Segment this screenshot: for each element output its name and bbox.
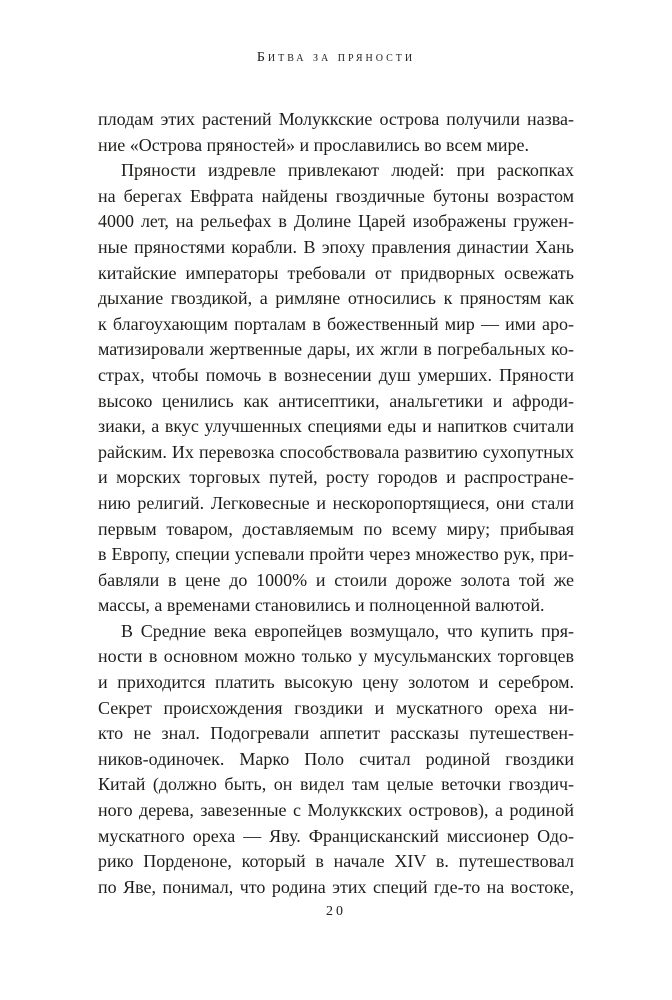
page-number: 20 [326, 904, 346, 919]
text-line: страх, чтобы помочь в вознесении душ умерших. Пряности [98, 364, 574, 385]
text-line: рико Порденоне, который в начале XIV в. путешествовал [98, 851, 574, 872]
text-line: Секрет происхождения гвоздики и мускатного ореха ни- [98, 697, 574, 718]
text-line: ного дерева, завезенные с Молуккских островов), а родиной [98, 800, 574, 821]
text-line: и приходится платить высокую цену золотом и серебром. [98, 672, 574, 693]
text-line: В Средние века европейцев возмущало, что купить пря- [121, 620, 574, 641]
text-line: ников-одиночек. Марко Поло считал родиной гвоздики [98, 748, 574, 769]
text-line: 4000 лет, на рельефах в Долине Царей изображены гружен- [98, 211, 574, 232]
text-line: ности в основном можно только у мусульманских торговцев [98, 646, 574, 667]
text-line: ные пряностями корабли. В эпоху правления династии Хань [98, 236, 574, 257]
text-line: первым товаром, доставляемым по всему миру; прибывая [98, 518, 574, 539]
text-line: в Европу, специи успевали пройти через множество рук, при- [98, 544, 574, 565]
text-line: к благоухающим порталам в божественный мир — ими аро- [98, 313, 574, 334]
text-line: на берегах Евфрата найдены гвоздичные бутоны возрастом [98, 185, 574, 206]
text-line: и морских торговых путей, росту городов и распростране- [98, 467, 574, 488]
text-line: плодам этих растений Молуккские острова получили назва- [98, 109, 574, 129]
text-line: ние «Острова пряностей» и прославились во всем мире. [98, 134, 530, 155]
text-line: кто не знал. Подогревали аппетит рассказы путешествен- [98, 723, 574, 744]
text-line: Китай (должно быть, он видел там целые веточки гвоздич- [98, 774, 574, 795]
text-line: китайские императоры требовали от придворных освежать [98, 262, 574, 283]
text-line: мускатного ореха — Яву. Францисканский миссионер Одо- [98, 825, 574, 846]
text-line: дыхание гвоздикой, а римляне относились к пряностям как [98, 288, 574, 309]
text-line: бавляли в цене до 1000% и стоили дороже золота той же [98, 569, 574, 590]
text-line: высоко ценились как антисептики, анальгетики и афроди- [98, 390, 574, 411]
text-line: зиаки, а вкус улучшенных специями еды и напитков считали [98, 416, 574, 437]
text-line: по Яве, понимал, что родина этих специй где-то на востоке, [98, 876, 574, 897]
text-line: массы, а временами становились и полноценной валютой. [98, 595, 545, 616]
text-line: райским. Их перевозка способствовала развитию сухопутных [98, 441, 574, 462]
text-line: матизировали жертвенные дары, их жгли в погребальных ко- [98, 339, 574, 360]
text-line: нию религий. Легковесные и нескоропортящиеся, они стали [98, 492, 574, 513]
text-column [98, 107, 574, 900]
text-line: Пряности издревле привлекают людей: при раскопках [121, 160, 574, 181]
running-header: Битва за пряности [256, 50, 416, 65]
